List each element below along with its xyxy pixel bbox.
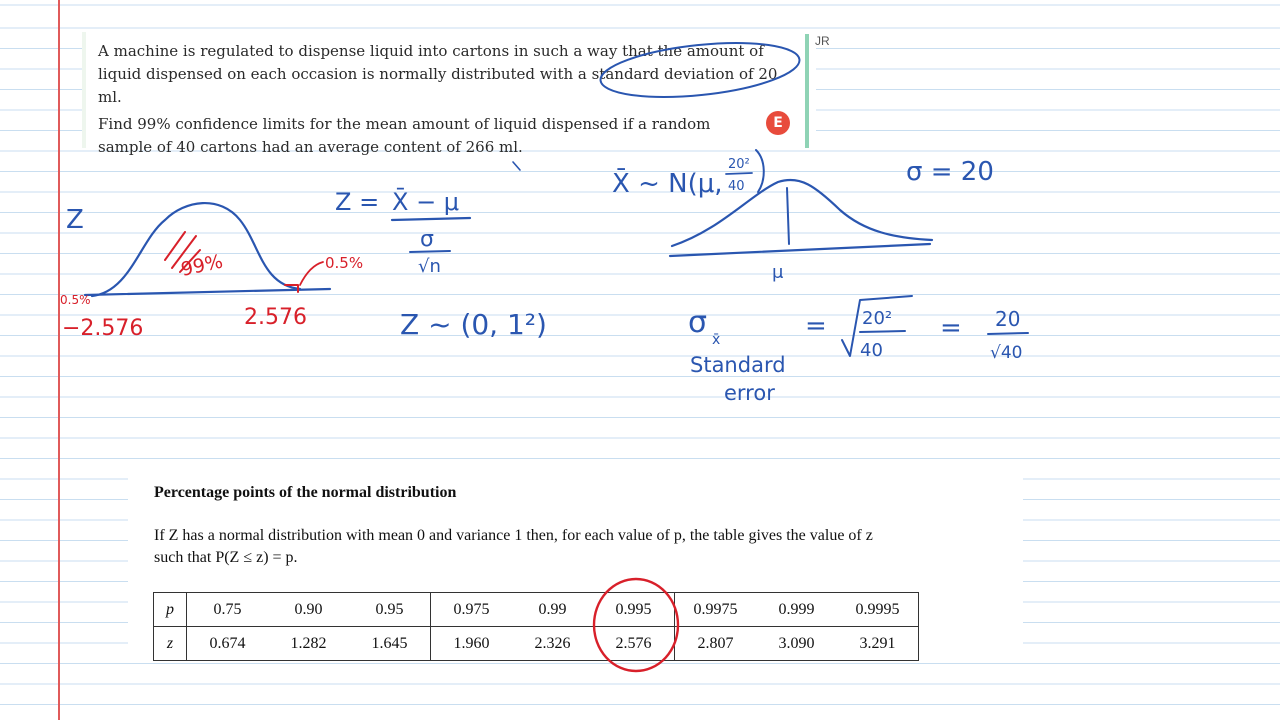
ink-mean-line [787, 188, 789, 244]
ink-right-critical: 2.576 [244, 305, 307, 330]
p-cell: 0.90 [268, 593, 349, 627]
p-cell: 0.99 [512, 593, 593, 627]
z-cell: 3.090 [756, 627, 837, 661]
ink-sigma-xbar: σ [688, 305, 708, 340]
ink-xbar-variance-den: 40 [728, 179, 745, 194]
ink-equals-2: = [940, 313, 962, 343]
ink-right-tail: 0.5% [325, 254, 364, 272]
ink-axis-right [670, 244, 930, 256]
table-description-line-2: such that P(Z ≤ z) = p. [154, 549, 298, 566]
ink-z-formula-bar [392, 218, 470, 220]
p-cell: 0.975 [431, 593, 513, 627]
ink-ellipse-standard-deviation [598, 35, 802, 106]
table-description-line-1: If Z has a normal distribution with mean 0 and variance 1 then, for each value of p, the table gives the value of z [154, 527, 873, 544]
ink-stray-mark [513, 162, 520, 170]
ink-xbar-variance-bar [726, 173, 752, 174]
table-title: Percentage points of the normal distribution [154, 484, 457, 501]
z-cell: 2.807 [675, 627, 757, 661]
ink-equals-1: = [805, 311, 827, 341]
row-header-z: z [154, 627, 187, 661]
author-tag: JR [815, 34, 830, 48]
ink-circle-critical-value [594, 579, 678, 671]
z-cell: 1.282 [268, 627, 349, 661]
ink-xbar-variance-num: 20² [728, 157, 750, 172]
ink-z-formula-lhs: Z = [335, 188, 380, 216]
row-header-p: p [154, 593, 187, 627]
ink-z-formula-inner-bar [410, 251, 450, 252]
ink-z-formula-root-n: √n [418, 256, 441, 277]
exam-badge: E [766, 111, 790, 135]
ink-sigma-xbar-subscript: x̄ [712, 332, 721, 348]
ink-z-formula-sigma: σ [420, 227, 434, 252]
problem-paragraph-1: A machine is regulated to dispense liquid into cartons in such a way that the amount of liquid dispensed on each occasion is normally distributed with a standard deviation of 20 ml. [98, 42, 778, 106]
p-cell: 0.75 [187, 593, 269, 627]
ink-mu-label: μ [772, 262, 784, 283]
ink-xbar-close-paren [756, 150, 764, 192]
z-cell: 2.576 [593, 627, 675, 661]
ink-arrow-right-tail [300, 262, 323, 285]
ink-left-critical: −2.576 [62, 316, 144, 341]
ink-z-label: Z [66, 205, 84, 235]
ink-xbar-distribution: X̄ ~ N(μ, [612, 169, 723, 199]
ink-bell-curve-left [92, 203, 300, 296]
p-cell: 0.995 [593, 593, 675, 627]
ink-axis-left [85, 289, 330, 295]
problem-paragraph-2: Find 99% confidence limits for the mean amount of liquid dispensed if a random sample of 40 cartons had an average content of 266 ml. [98, 115, 711, 156]
ink-standard-label: Standard [690, 353, 786, 377]
ink-z-formula-numerator: X̄ − μ [392, 188, 460, 216]
ink-frac-numerator: 20 [995, 307, 1021, 331]
z-cell: 0.674 [187, 627, 269, 661]
ink-center-area: 99% [178, 250, 225, 281]
ink-frac-bar [988, 333, 1028, 334]
z-cell: 3.291 [837, 627, 919, 661]
ink-error-label: error [724, 381, 775, 405]
ink-frac-denominator: √40 [990, 343, 1023, 363]
ink-sqrt-numerator: 20² [862, 308, 893, 329]
z-cell: 1.960 [431, 627, 513, 661]
z-cell: 1.645 [349, 627, 431, 661]
ink-sqrt-denominator: 40 [860, 340, 883, 361]
ink-z-distribution: Z ~ (0, 1²) [400, 308, 547, 341]
ink-left-tail: 0.5% [60, 293, 91, 307]
p-cell: 0.95 [349, 593, 431, 627]
p-cell: 0.9995 [837, 593, 919, 627]
p-cell: 0.999 [756, 593, 837, 627]
ink-sigma-value: σ = 20 [906, 157, 994, 187]
ink-sqrt-bar [860, 331, 905, 332]
p-cell: 0.9975 [675, 593, 757, 627]
z-cell: 2.326 [512, 627, 593, 661]
